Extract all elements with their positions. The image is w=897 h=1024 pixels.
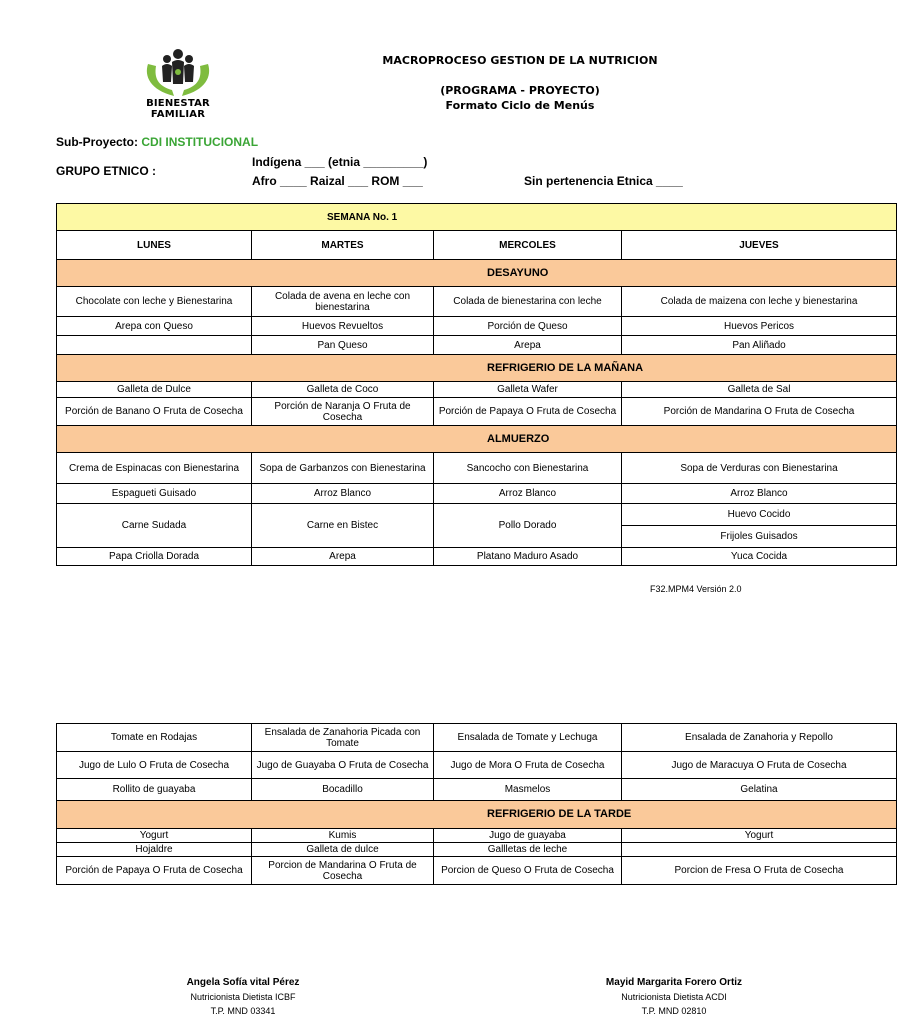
meal-section-title: DESAYUNO bbox=[57, 260, 897, 287]
subproyecto-label: Sub-Proyecto: bbox=[56, 135, 139, 149]
menu-cell: Galleta de Sal bbox=[622, 382, 897, 398]
day-header: LUNES bbox=[57, 231, 252, 260]
menu-cell: Yuca Cocida bbox=[622, 548, 897, 566]
menu-cell: Carne en Bistec bbox=[252, 504, 434, 548]
menu-cell: Gelatina bbox=[622, 779, 897, 801]
menu-cell: Yogurt bbox=[57, 829, 252, 843]
menu-table-week1 bbox=[56, 203, 858, 566]
menu-cell: Chocolate con leche y Bienestarina bbox=[57, 287, 252, 317]
menu-cell: Platano Maduro Asado bbox=[434, 548, 622, 566]
signature-tp: T.P. MND 03341 bbox=[210, 1006, 276, 1016]
bienestar-familiar-logo bbox=[138, 46, 218, 120]
indigena-field: Indígena ___ (etnia _________) bbox=[252, 155, 428, 169]
table-row bbox=[57, 398, 897, 426]
meal-section-title: REFRIGERIO DE LA MAÑANA bbox=[57, 355, 897, 382]
afro-raizal-rom-field: Afro ____ Raizal ___ ROM ___ bbox=[252, 174, 423, 188]
menu-cell: Bocadillo bbox=[252, 779, 434, 801]
menu-cell: Arroz Blanco bbox=[252, 484, 434, 504]
menu-cell: Arepa bbox=[434, 336, 622, 355]
header-subtitle: (PROGRAMA - PROYECTO) bbox=[440, 84, 600, 97]
logo-line1: BIENESTAR bbox=[146, 98, 210, 109]
header-title: MACROPROCESO GESTION DE LA NUTRICION bbox=[382, 54, 658, 67]
menu-cell: Colada de maizena con leche y bienestarina bbox=[622, 287, 897, 317]
menu-cell: Masmelos bbox=[434, 779, 622, 801]
menu-cell: Ensalada de Tomate y Lechuga bbox=[434, 724, 622, 752]
menu-cell: Galleta Wafer bbox=[434, 382, 622, 398]
menu-cell: Rollito de guayaba bbox=[57, 779, 252, 801]
signature-role: Nutricionista Dietista ICBF bbox=[190, 992, 296, 1002]
menu-cell: Porcion de Queso O Fruta de Cosecha bbox=[434, 857, 622, 885]
day-header: JUEVES bbox=[622, 231, 897, 260]
menu-cell: Ensalada de Zanahoria Picada con Tomate bbox=[252, 724, 434, 752]
menu-cell: Kumis bbox=[252, 829, 434, 843]
menu-cell: Sancocho con Bienestarina bbox=[434, 453, 622, 484]
table-row bbox=[57, 548, 897, 566]
meal-section-title: REFRIGERIO DE LA TARDE bbox=[57, 801, 897, 829]
menu-cell: Porción de Queso bbox=[434, 317, 622, 336]
menu-cell: Galleta de Coco bbox=[252, 382, 434, 398]
meal-section-title: ALMUERZO bbox=[57, 426, 897, 453]
signature-block bbox=[574, 976, 774, 1018]
subproyecto-row bbox=[56, 135, 258, 149]
sin-pertenencia-field: Sin pertenencia Etnica ____ bbox=[524, 174, 683, 188]
table-row bbox=[57, 336, 897, 355]
menu-cell: Porción de Papaya O Fruta de Cosecha bbox=[57, 857, 252, 885]
table-row bbox=[57, 504, 897, 526]
menu-cell: Papa Criolla Dorada bbox=[57, 548, 252, 566]
menu-cell: Galleta de dulce bbox=[252, 843, 434, 857]
signature-name: Angela Sofía vital Pérez bbox=[186, 977, 300, 988]
menu-cell: Jugo de guayaba bbox=[434, 829, 622, 843]
subproyecto-value: CDI INSTITUCIONAL bbox=[141, 135, 259, 149]
menu-cell: Huevo Cocido bbox=[622, 504, 897, 526]
menu-cell: Sopa de Verduras con Bienestarina bbox=[622, 453, 897, 484]
menu-cell: Carne Sudada bbox=[57, 504, 252, 548]
table-row bbox=[57, 484, 897, 504]
menu-cell: Jugo de Lulo O Fruta de Cosecha bbox=[57, 752, 252, 779]
menu-cell: Porción de Papaya O Fruta de Cosecha bbox=[434, 398, 622, 426]
week-title: SEMANA No. 1 bbox=[57, 204, 897, 231]
menu-cell: Porcion de Mandarina O Fruta de Cosecha bbox=[252, 857, 434, 885]
menu-cell: Jugo de Guayaba O Fruta de Cosecha bbox=[252, 752, 434, 779]
table-row bbox=[57, 453, 897, 484]
menu-cell: Tomate en Rodajas bbox=[57, 724, 252, 752]
menu-cell: Espagueti Guisado bbox=[57, 484, 252, 504]
menu-cell: Jugo de Mora O Fruta de Cosecha bbox=[434, 752, 622, 779]
day-header: MERCOLES bbox=[434, 231, 622, 260]
table-row bbox=[57, 724, 897, 752]
table-row bbox=[57, 752, 897, 779]
menu-cell: Huevos Pericos bbox=[622, 317, 897, 336]
menu-cell: Arepa con Queso bbox=[57, 317, 252, 336]
table-row bbox=[57, 779, 897, 801]
menu-table-continuation bbox=[56, 723, 847, 885]
signature-role: Nutricionista Dietista ACDI bbox=[621, 992, 727, 1002]
menu-cell: Porcion de Fresa O Fruta de Cosecha bbox=[622, 857, 897, 885]
day-header: MARTES bbox=[252, 231, 434, 260]
menu-cell: Arroz Blanco bbox=[434, 484, 622, 504]
menu-cell: Yogurt bbox=[622, 829, 897, 843]
table-row bbox=[57, 287, 897, 317]
grupo-etnico-label: GRUPO ETNICO : bbox=[56, 164, 157, 178]
signature-tp: T.P. MND 02810 bbox=[641, 1006, 707, 1016]
menu-cell: Ensalada de Zanahoria y Repollo bbox=[622, 724, 897, 752]
menu-cell: Porción de Mandarina O Fruta de Cosecha bbox=[622, 398, 897, 426]
signature-name: Mayid Margarita Forero Ortiz bbox=[605, 977, 743, 988]
menu-cell: Jugo de Maracuya O Fruta de Cosecha bbox=[622, 752, 897, 779]
menu-cell: Porción de Naranja O Fruta de Cosecha bbox=[252, 398, 434, 426]
menu-cell: Galleta de Dulce bbox=[57, 382, 252, 398]
logo-line2: FAMILIAR bbox=[150, 109, 206, 120]
table-row bbox=[57, 843, 897, 857]
family-hands-icon bbox=[138, 46, 218, 98]
menu-cell bbox=[57, 336, 252, 355]
menu-cell: Porción de Banano O Fruta de Cosecha bbox=[57, 398, 252, 426]
header-format: Formato Ciclo de Menús bbox=[445, 99, 595, 112]
signature-block bbox=[150, 976, 336, 1018]
menu-cell: Pan Aliñado bbox=[622, 336, 897, 355]
menu-cell: Gallletas de leche bbox=[434, 843, 622, 857]
menu-cell: Colada de bienestarina con leche bbox=[434, 287, 622, 317]
menu-cell: Arepa bbox=[252, 548, 434, 566]
table-row bbox=[57, 829, 897, 843]
menu-cell: Huevos Revueltos bbox=[252, 317, 434, 336]
table-row bbox=[57, 317, 897, 336]
menu-cell bbox=[622, 843, 897, 857]
menu-cell: Pan Queso bbox=[252, 336, 434, 355]
menu-cell: Arroz Blanco bbox=[622, 484, 897, 504]
menu-cell: Colada de avena en leche con bienestarina bbox=[252, 287, 434, 317]
menu-cell: Frijoles Guisados bbox=[622, 526, 897, 548]
table-row bbox=[57, 382, 897, 398]
menu-cell: Crema de Espinacas con Bienestarina bbox=[57, 453, 252, 484]
menu-cell: Hojaldre bbox=[57, 843, 252, 857]
menu-cell: Sopa de Garbanzos con Bienestarina bbox=[252, 453, 434, 484]
table-row bbox=[57, 857, 897, 885]
version-code: F32.MPM4 Versión 2.0 bbox=[650, 584, 742, 594]
menu-cell: Pollo Dorado bbox=[434, 504, 622, 548]
